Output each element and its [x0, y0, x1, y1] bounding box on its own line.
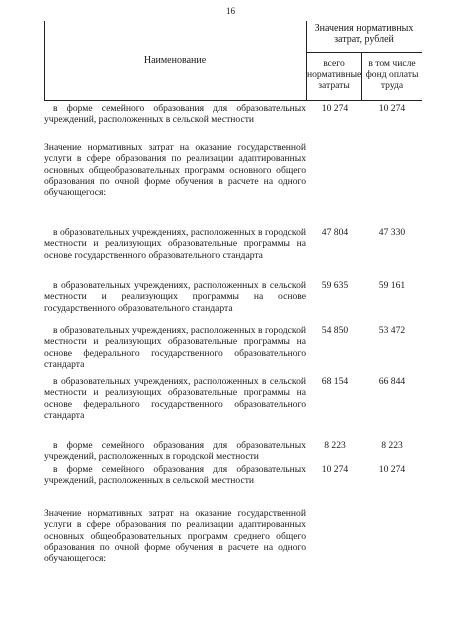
section-basic-general-heading: Значение нормативных затрат на оказание государственной услуги в сфере образования по реализации адаптированных основных общеобразовательных программ основного общего образования по очной форме обучения в расчете на одного обучающегося: [44, 142, 306, 199]
row-wage-rural-federal: 66 844 [378, 376, 406, 387]
row-text-family-urban: в форме семейного образования для образовательных учреждений, расположенных в городской местности [44, 440, 306, 463]
row-wage-urban-state: 47 330 [378, 227, 406, 238]
row-total-rural-state: 59 635 [321, 280, 349, 291]
column-header-wage: в том числе фонд оплаты труда [365, 58, 419, 91]
section-secondary-general-heading: Значение нормативных затрат на оказание государственной услуги в сфере образования по реализации адаптированных основных общеобразовательных программ среднего общего образования по очной форме обучения в расчете на одного обучающегося: [44, 508, 306, 565]
column-header-values: Значения нормативных затрат, рублей [314, 23, 414, 45]
row-wage-urban-federal: 53 472 [378, 325, 406, 336]
row-total-family-rural-1: 10 274 [321, 103, 349, 114]
row-text-rural-federal: в образовательных учреждениях, расположенных в сельской местности и реализующих образовательные программы на основе федерального государственного образовательного стандарта [44, 376, 306, 421]
row-text-family-rural-1: в форме семейного образования для образовательных учреждений, расположенных в сельской местности [44, 103, 306, 126]
row-text-urban-federal: в образовательных учреждениях, расположенных в городской местности и реализующих образовательные программы на основе федерального государственного образовательного стандарта [44, 325, 306, 370]
row-wage-rural-state: 59 161 [378, 280, 406, 291]
row-total-family-rural-2: 10 274 [321, 464, 349, 475]
row-wage-family-rural-2: 10 274 [378, 464, 406, 475]
column-header-total: всего нормативные затраты [307, 58, 362, 91]
row-total-rural-federal: 68 154 [321, 376, 349, 387]
row-total-urban-federal: 54 850 [321, 325, 349, 336]
column-header-name: Наименование [143, 55, 207, 66]
row-text-rural-state: в образовательных учреждениях, расположенных в сельской местности и реализующих программы на основе государственного образовательного стандарта [44, 280, 306, 314]
row-text-urban-state: в образовательных учреждениях, расположенных в городской местности и реализующих образовательные программы на основе государственного образовательного стандарта [44, 227, 306, 261]
row-wage-family-rural-1: 10 274 [378, 103, 406, 114]
row-text-family-rural-2: в форме семейного образования для образовательных учреждений, расположенных в сельской местности [44, 464, 306, 487]
row-total-urban-state: 47 804 [321, 227, 349, 238]
row-total-family-urban: 8 223 [324, 440, 346, 451]
row-wage-family-urban: 8 223 [381, 440, 403, 451]
page-number: 16 [226, 6, 235, 16]
